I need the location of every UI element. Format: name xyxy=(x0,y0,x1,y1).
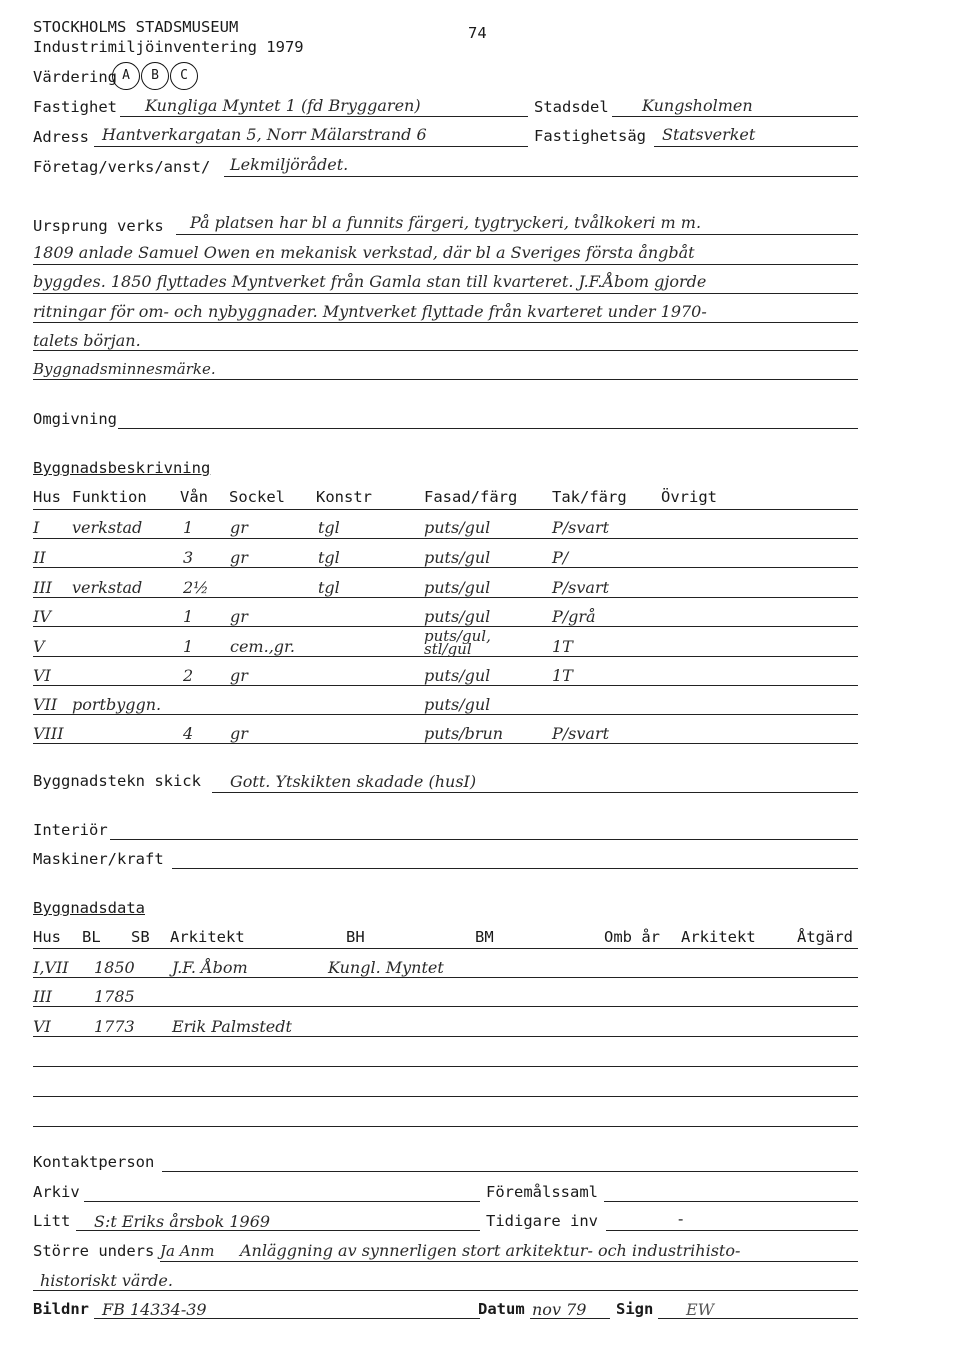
cell-tak: P/svart xyxy=(552,518,610,537)
origin-line-6: Byggnadsminnesmärke. xyxy=(33,360,216,378)
building-data-title: Byggnadsdata xyxy=(33,899,145,917)
cell-fasad: puts/gul xyxy=(424,607,491,626)
col-fasad: Fasad/färg xyxy=(424,488,518,506)
cell-hus: VII xyxy=(33,695,58,714)
bd-col-arkitekt-2: Arkitekt xyxy=(681,928,756,946)
stadsdel-label: Stadsdel xyxy=(534,98,609,116)
col-funktion: Funktion xyxy=(72,488,147,506)
col-konstr: Konstr xyxy=(316,488,372,506)
cell-funktion: portbyggn. xyxy=(72,695,162,714)
col-van: Vån xyxy=(180,488,208,506)
bd-cell-hus: III xyxy=(33,987,52,1006)
cell-fasad: puts/gul xyxy=(424,695,491,714)
bd-cell-bl: 1773 xyxy=(94,1017,135,1036)
fastighetsag-value: Statsverket xyxy=(662,125,756,144)
bd-col-omb: Omb år xyxy=(604,928,660,946)
cell-konstr: tgl xyxy=(318,518,340,537)
cell-van: 2 xyxy=(183,666,194,685)
arkiv-label: Arkiv xyxy=(33,1183,80,1201)
omgivning-label: Omgivning xyxy=(33,410,117,428)
cell-van: 1 xyxy=(183,637,194,656)
adress-value: Hantverkargatan 5, Norr Mälarstrand 6 xyxy=(102,125,427,144)
cell-tak: 1T xyxy=(552,666,573,685)
tidigare-value: - xyxy=(676,1210,686,1228)
condition-label: Byggnadstekn skick xyxy=(33,772,201,790)
adress-label: Adress xyxy=(33,128,89,146)
cell-konstr: tgl xyxy=(318,578,340,597)
cell-fasad: puts/gul xyxy=(424,578,491,597)
anm-line-2: historiskt värde. xyxy=(40,1271,173,1290)
cell-hus: V xyxy=(33,637,45,656)
org-name: STOCKHOLMS STADSMUSEUM xyxy=(33,18,239,36)
col-sockel: Sockel xyxy=(229,488,285,506)
anm-label: Ja Anm xyxy=(160,1242,215,1260)
bd-col-arkitekt: Arkitekt xyxy=(170,928,245,946)
origin-line-5: talets början. xyxy=(33,331,141,350)
bildnr-value: FB 14334-39 xyxy=(102,1300,207,1319)
bd-col-bl: BL xyxy=(82,928,101,946)
page-number: 74 xyxy=(468,24,487,42)
cell-fasad: puts/gul xyxy=(424,518,491,537)
fastighet-value: Kungliga Myntet 1 (fd Bryggaren) xyxy=(145,96,421,115)
cell-hus: VIII xyxy=(33,724,64,743)
fastighet-label: Fastighet xyxy=(33,98,117,116)
grade-label: Värdering xyxy=(33,68,117,86)
foretag-label: Företag/verks/anst/ xyxy=(33,158,211,176)
cell-van: 1 xyxy=(183,607,194,626)
col-hus: Hus xyxy=(33,488,61,506)
cell-tak: P/ xyxy=(552,548,569,567)
condition-value: Gott. Ytskikten skadade (husI) xyxy=(230,772,477,791)
cell-tak: P/svart xyxy=(552,724,610,743)
bd-cell-arkitekt: Erik Palmstedt xyxy=(172,1017,292,1036)
cell-hus: III xyxy=(33,578,52,597)
bd-col-bm: BM xyxy=(475,928,494,946)
cell-fasad: puts/gul xyxy=(424,666,491,685)
cell-sockel: cem.,gr. xyxy=(230,637,295,656)
sign-value: EW xyxy=(686,1300,715,1319)
bd-cell-bl: 1785 xyxy=(94,987,135,1006)
bd-cell-hus: VI xyxy=(33,1017,51,1036)
bd-cell-bl: 1850 xyxy=(94,958,135,977)
origin-line-1: På platsen har bl a funnits färgeri, tygtryckeri, tvålkokeri m m. xyxy=(190,213,702,232)
origin-line-3: byggdes. 1850 flyttades Myntverket från Gamla stan till kvarteret. J.F.Åbom gjorde xyxy=(33,272,707,291)
bd-cell-hus: I,VII xyxy=(33,958,69,977)
form-title: Industrimiljöinventering 1979 xyxy=(33,38,304,56)
cell-fasad-line-2: stl/gul xyxy=(424,640,472,658)
stadsdel-value: Kungsholmen xyxy=(642,96,753,115)
cell-fasad: puts/gul xyxy=(424,548,491,567)
building-description-title: Byggnadsbeskrivning xyxy=(33,459,211,477)
cell-sockel: gr xyxy=(230,666,248,685)
interior-label: Interiör xyxy=(33,821,108,839)
anm-line-1: Anläggning av synnerligen stort arkitektur- och industrihisto- xyxy=(240,1241,741,1260)
storre-label: Större unders xyxy=(33,1242,155,1260)
foretag-value: Lekmiljörådet. xyxy=(230,155,349,174)
bildnr-label: Bildnr xyxy=(33,1300,89,1318)
cell-fasad: puts/gul, xyxy=(424,627,491,645)
cell-van: 1 xyxy=(183,518,194,537)
litt-label: Litt xyxy=(33,1212,71,1230)
cell-van: 3 xyxy=(183,548,194,567)
bd-cell-arkitekt: J.F. Åbom xyxy=(172,958,248,977)
cell-konstr: tgl xyxy=(318,548,340,567)
cell-hus: VI xyxy=(33,666,51,685)
datum-value: nov 79 xyxy=(532,1300,587,1319)
tidigare-label: Tidigare inv xyxy=(486,1212,598,1230)
grade-options xyxy=(112,62,199,90)
grade-c: C xyxy=(170,62,198,90)
cell-hus: II xyxy=(33,548,46,567)
cell-sockel: gr xyxy=(230,548,248,567)
origin-line-4: ritningar för om- och nybyggnader. Myntverket flyttade från kvarteret under 1970- xyxy=(33,302,707,321)
grade-a: A xyxy=(112,62,140,90)
cell-funktion: verkstad xyxy=(72,518,143,537)
bd-col-bh: BH xyxy=(346,928,365,946)
litt-value: S:t Eriks årsbok 1969 xyxy=(94,1212,271,1231)
sign-label: Sign xyxy=(616,1300,654,1318)
cell-van: 4 xyxy=(183,724,194,743)
cell-hus: IV xyxy=(33,607,51,626)
cell-sockel: gr xyxy=(230,724,248,743)
cell-van: 2½ xyxy=(183,578,209,597)
cell-sockel: gr xyxy=(230,518,248,537)
origin-line-2: 1809 anlade Samuel Owen en mekanisk verkstad, där bl a Sveriges första ångbåt xyxy=(33,243,695,262)
cell-tak: P/grå xyxy=(552,607,596,626)
datum-label: Datum xyxy=(478,1300,525,1318)
fastighetsag-label: Fastighetsäg xyxy=(534,127,646,145)
cell-sockel: gr xyxy=(230,607,248,626)
bd-cell-bh: Kungl. Myntet xyxy=(328,958,444,977)
cell-hus: I xyxy=(33,518,40,537)
grade-b: B xyxy=(141,62,169,90)
bd-col-hus: Hus xyxy=(33,928,61,946)
cell-funktion: verkstad xyxy=(72,578,143,597)
col-ovrigt: Övrigt xyxy=(661,488,717,506)
cell-tak: 1T xyxy=(552,637,573,656)
machinery-label: Maskiner/kraft xyxy=(33,850,164,868)
foremal-label: Föremålssaml xyxy=(486,1183,598,1201)
bd-col-sb: SB xyxy=(131,928,150,946)
kontakt-label: Kontaktperson xyxy=(33,1153,155,1171)
origin-label: Ursprung verks xyxy=(33,217,164,235)
col-tak: Tak/färg xyxy=(552,488,627,506)
bd-col-atgard: Åtgärd xyxy=(797,928,853,946)
cell-tak: P/svart xyxy=(552,578,610,597)
cell-fasad: puts/brun xyxy=(424,724,504,743)
